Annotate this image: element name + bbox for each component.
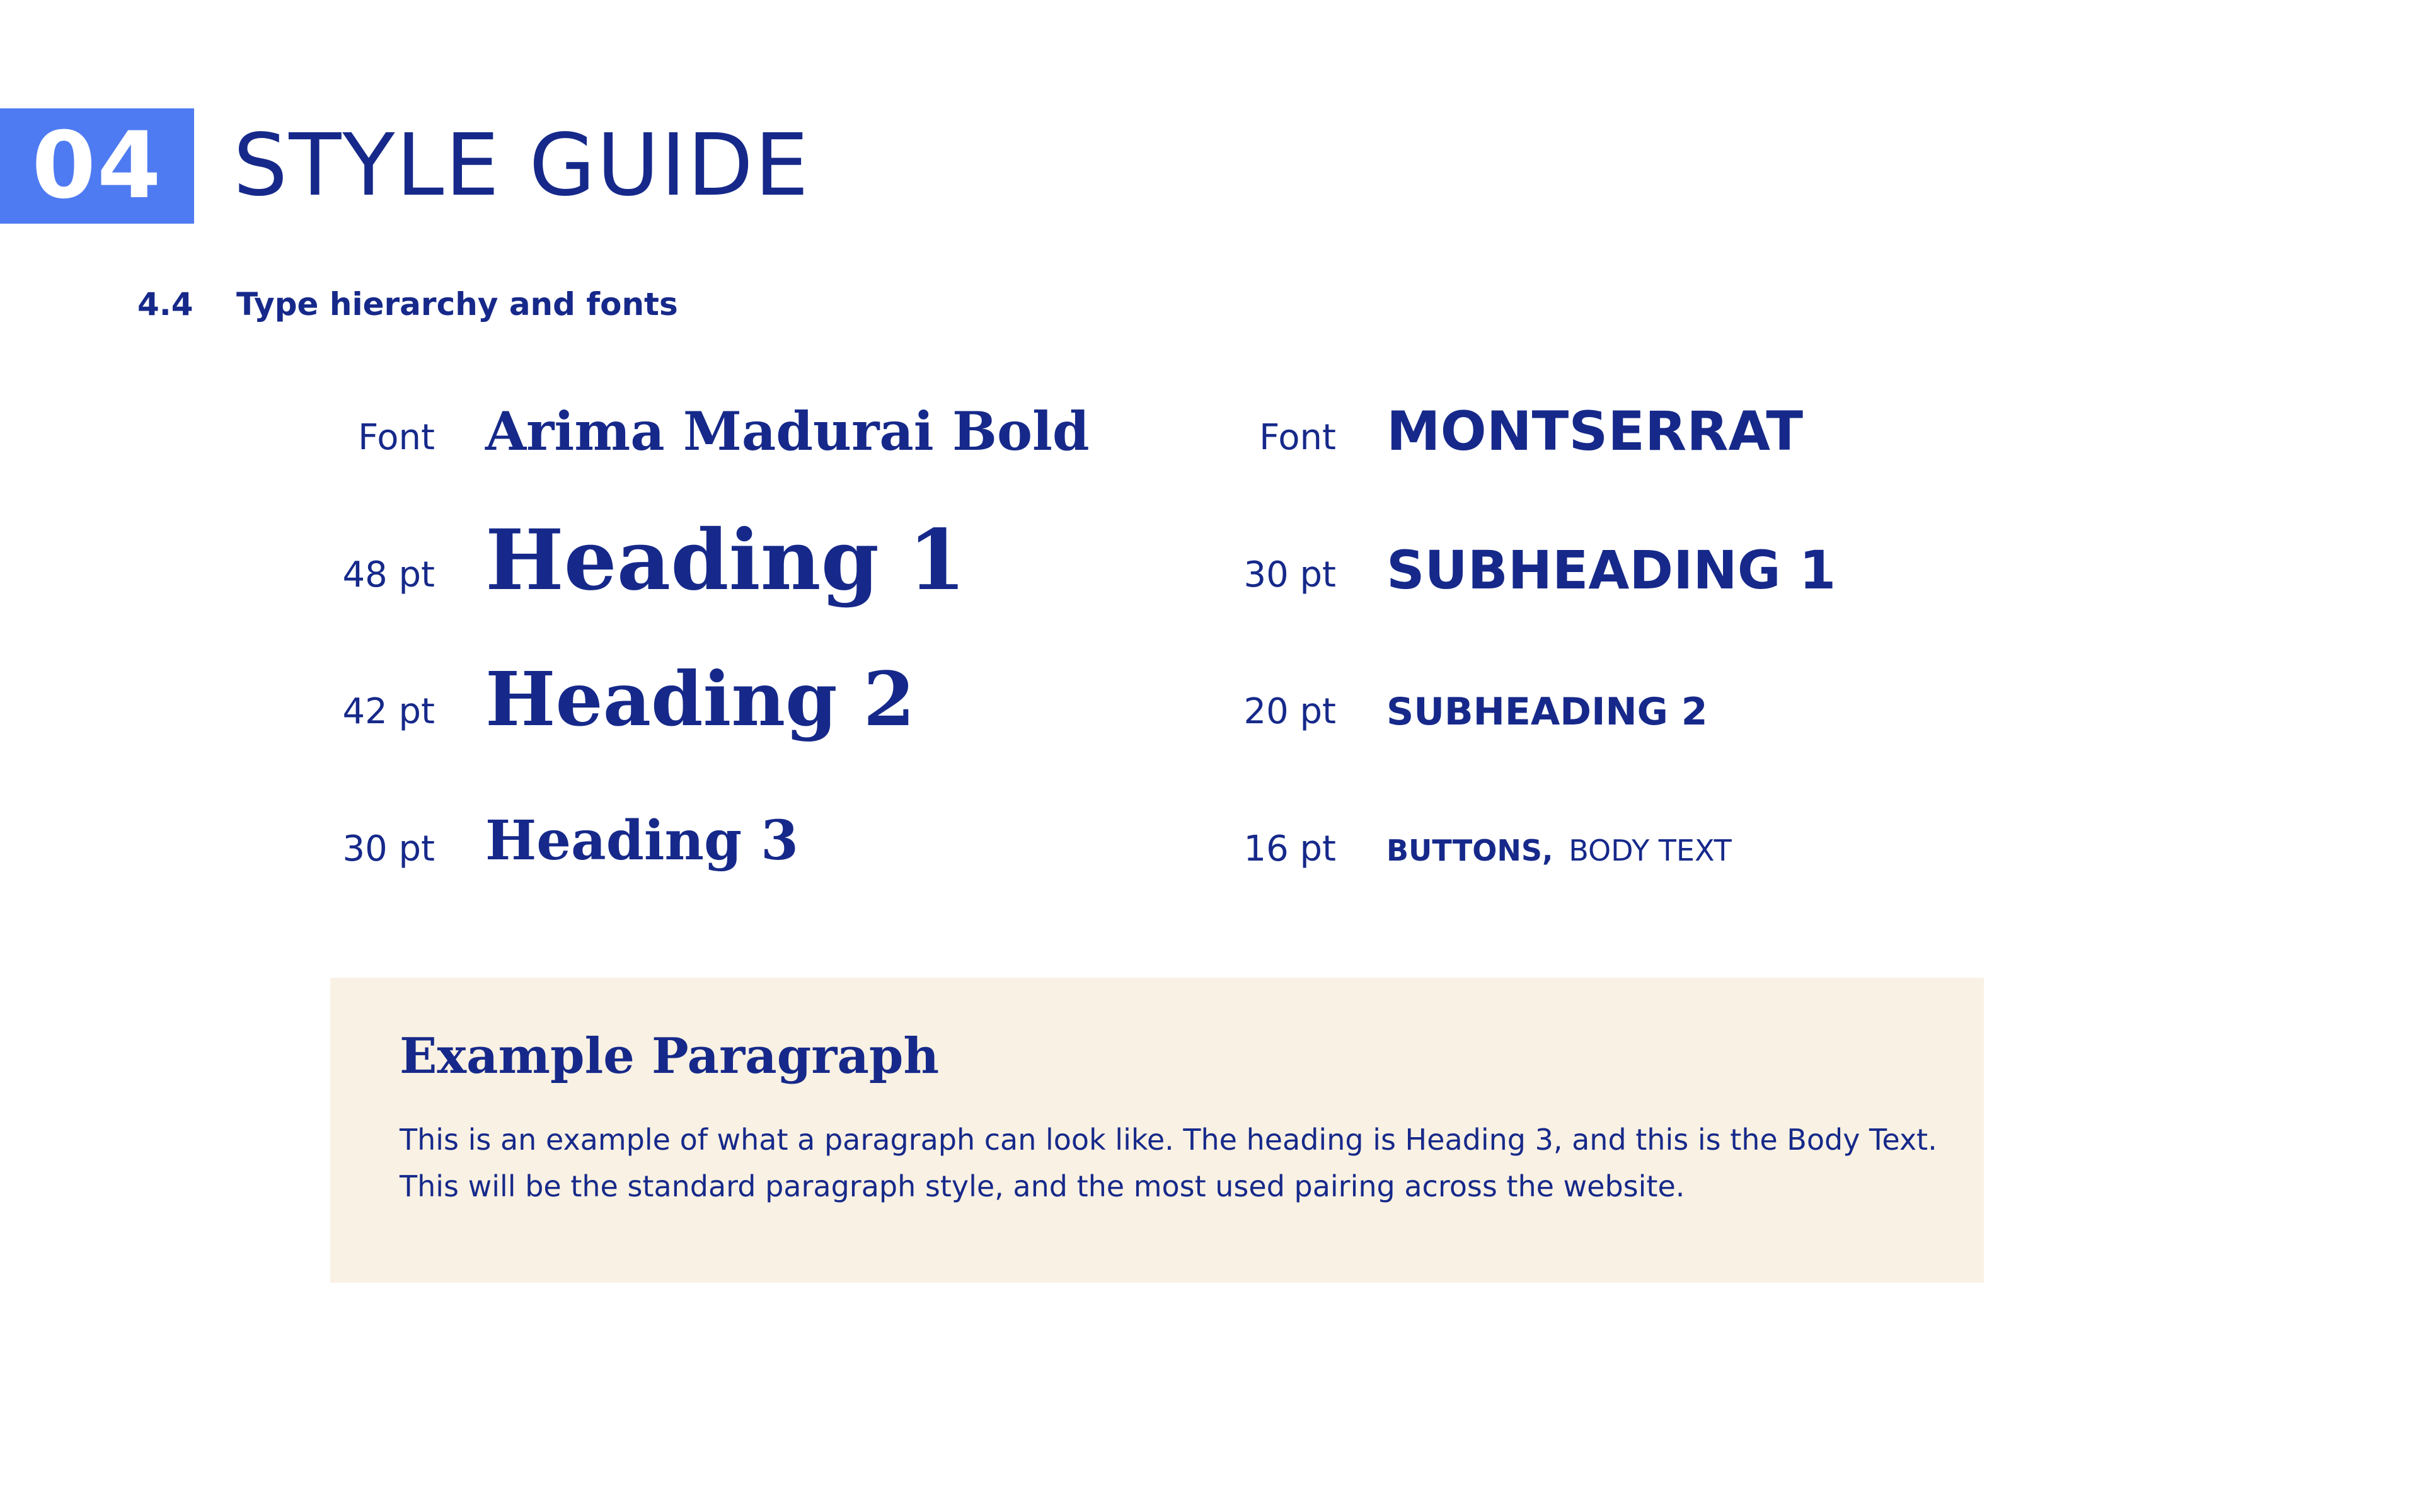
heading-2-size-label: 42 pt <box>342 691 435 732</box>
subheading-2-size-label: 20 pt <box>1243 691 1336 732</box>
heading-1-sample: Heading 1 <box>485 512 966 609</box>
page-title: STYLE GUIDE <box>233 116 810 215</box>
subheading-1-size-label: 30 pt <box>1243 554 1336 595</box>
heading-2-sample: Heading 2 <box>485 655 915 743</box>
body-font-label: Font <box>1259 417 1336 458</box>
buttons-sample: BUTTONS, <box>1386 833 1553 868</box>
heading-3-size-label: 30 pt <box>342 828 435 869</box>
subsection-number: 4.4 <box>137 286 193 323</box>
heading-1-size-label: 48 pt <box>342 554 435 595</box>
example-body-text: This is an example of what a paragraph can look like. The heading is Heading 3, and this is the Body Text. This will be the standard paragraph style, and the most used pairing across the website. <box>400 1123 1937 1203</box>
subsection-title: Type hierarchy and fonts <box>236 286 678 323</box>
subheading-2-sample: SUBHEADING 2 <box>1386 690 1708 734</box>
body-text-sample: BODY TEXT <box>1569 833 1732 868</box>
heading-font-label: Font <box>358 417 435 458</box>
heading-3-sample: Heading 3 <box>485 809 798 873</box>
body-font-name: MONTSERRAT <box>1386 400 1803 463</box>
heading-font-name: Arima Madurai Bold <box>485 400 1090 462</box>
example-paragraph-box <box>330 978 1984 1283</box>
buttons-body-size-label: 16 pt <box>1243 828 1336 869</box>
buttons-body-sample <box>1386 828 1732 873</box>
section-number-badge: 04 <box>0 108 194 224</box>
subheading-1-sample: SUBHEADING 1 <box>1386 539 1836 601</box>
example-heading: Example Paragraph <box>400 1028 940 1085</box>
